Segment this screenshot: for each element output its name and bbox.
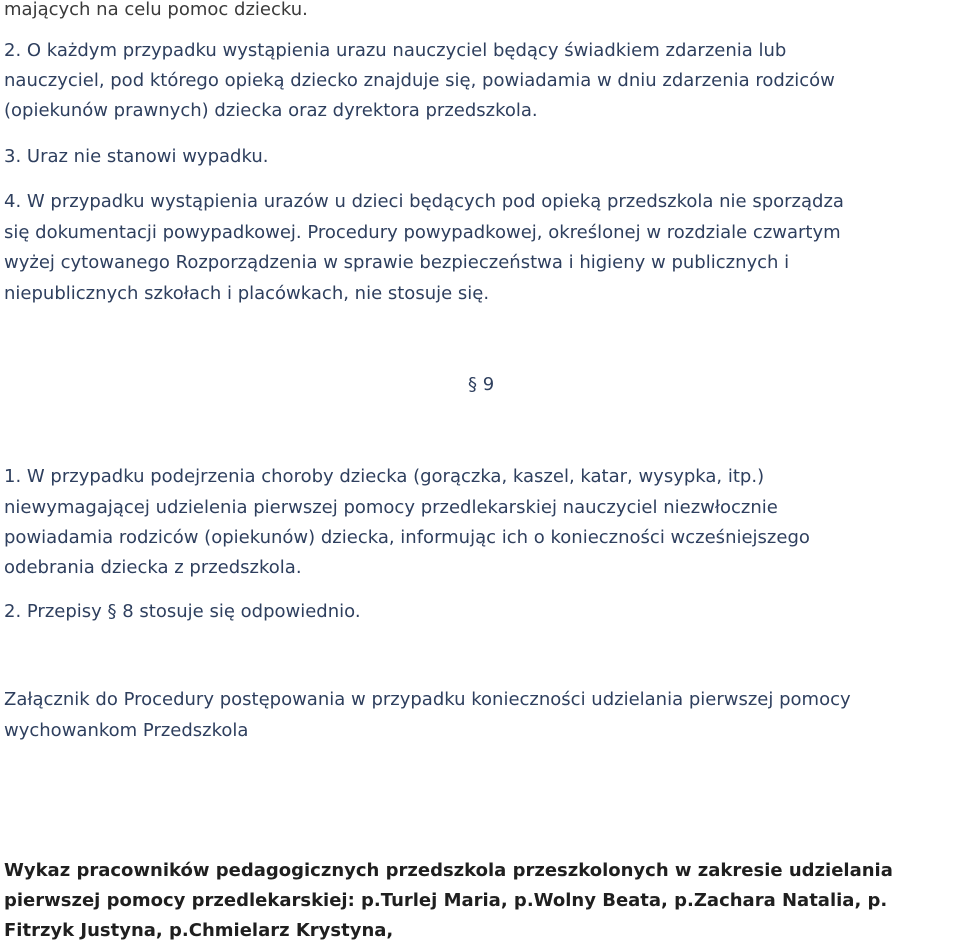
- paragraph-line: Fitrzyk Justyna, p.Chmielarz Krystyna,: [4, 920, 394, 941]
- paragraph-line: odebrania dziecka z przedszkola.: [4, 557, 302, 578]
- paragraph-line: Załącznik do Procedury postępowania w przypadku konieczności udzielania pierwszej pomocy: [4, 689, 851, 710]
- paragraph-line: wyżej cytowanego Rozporządzenia w sprawie bezpieczeństwa i higieny w publicznych i: [4, 252, 790, 273]
- section-9-heading: § 9: [468, 374, 495, 395]
- paragraph-line: 1. W przypadku podejrzenia choroby dziecka (gorączka, kaszel, katar, wysypka, itp.): [4, 466, 765, 487]
- paragraph-line: pierwszej pomocy przedlekarskiej: p.Turlej Maria, p.Wolny Beata, p.Zachara Natalia, p.: [4, 890, 888, 911]
- paragraph-line: nauczyciel, pod którego opieką dziecko znajduje się, powiadamia w dniu zdarzenia rodziców: [4, 70, 835, 91]
- paragraph-line: 2. O każdym przypadku wystąpienia urazu nauczyciel będący świadkiem zdarzenia lub: [4, 40, 787, 61]
- section-9-item-2: 2. Przepisy § 8 stosuje się odpowiednio.: [4, 601, 361, 622]
- section-8-item-3: 3. Uraz nie stanowi wypadku.: [4, 146, 269, 167]
- paragraph-line: się dokumentacji powypadkowej. Procedury powypadkowej, określonej w rozdziale czwartym: [4, 222, 841, 243]
- paragraph-line: 4. W przypadku wystąpienia urazów u dzieci będących pod opieką przedszkola nie sporządza: [4, 191, 844, 212]
- intro-tail-text: mających na celu pomoc dziecku.: [4, 0, 308, 20]
- paragraph-line: powiadamia rodziców (opiekunów) dziecka, informując ich o konieczności wcześniejszego: [4, 527, 810, 548]
- paragraph-line: (opiekunów prawnych) dziecka oraz dyrektora przedszkola.: [4, 100, 538, 121]
- paragraph-line: niepublicznych szkołach i placówkach, nie stosuje się.: [4, 283, 490, 304]
- paragraph-line: niewymagającej udzielenia pierwszej pomocy przedlekarskiej nauczyciel niezwłocznie: [4, 497, 778, 518]
- paragraph-line: wychowankom Przedszkola: [4, 720, 249, 741]
- paragraph-line: Wykaz pracowników pedagogicznych przedszkola przeszkolonych w zakresie udzielania: [4, 860, 893, 881]
